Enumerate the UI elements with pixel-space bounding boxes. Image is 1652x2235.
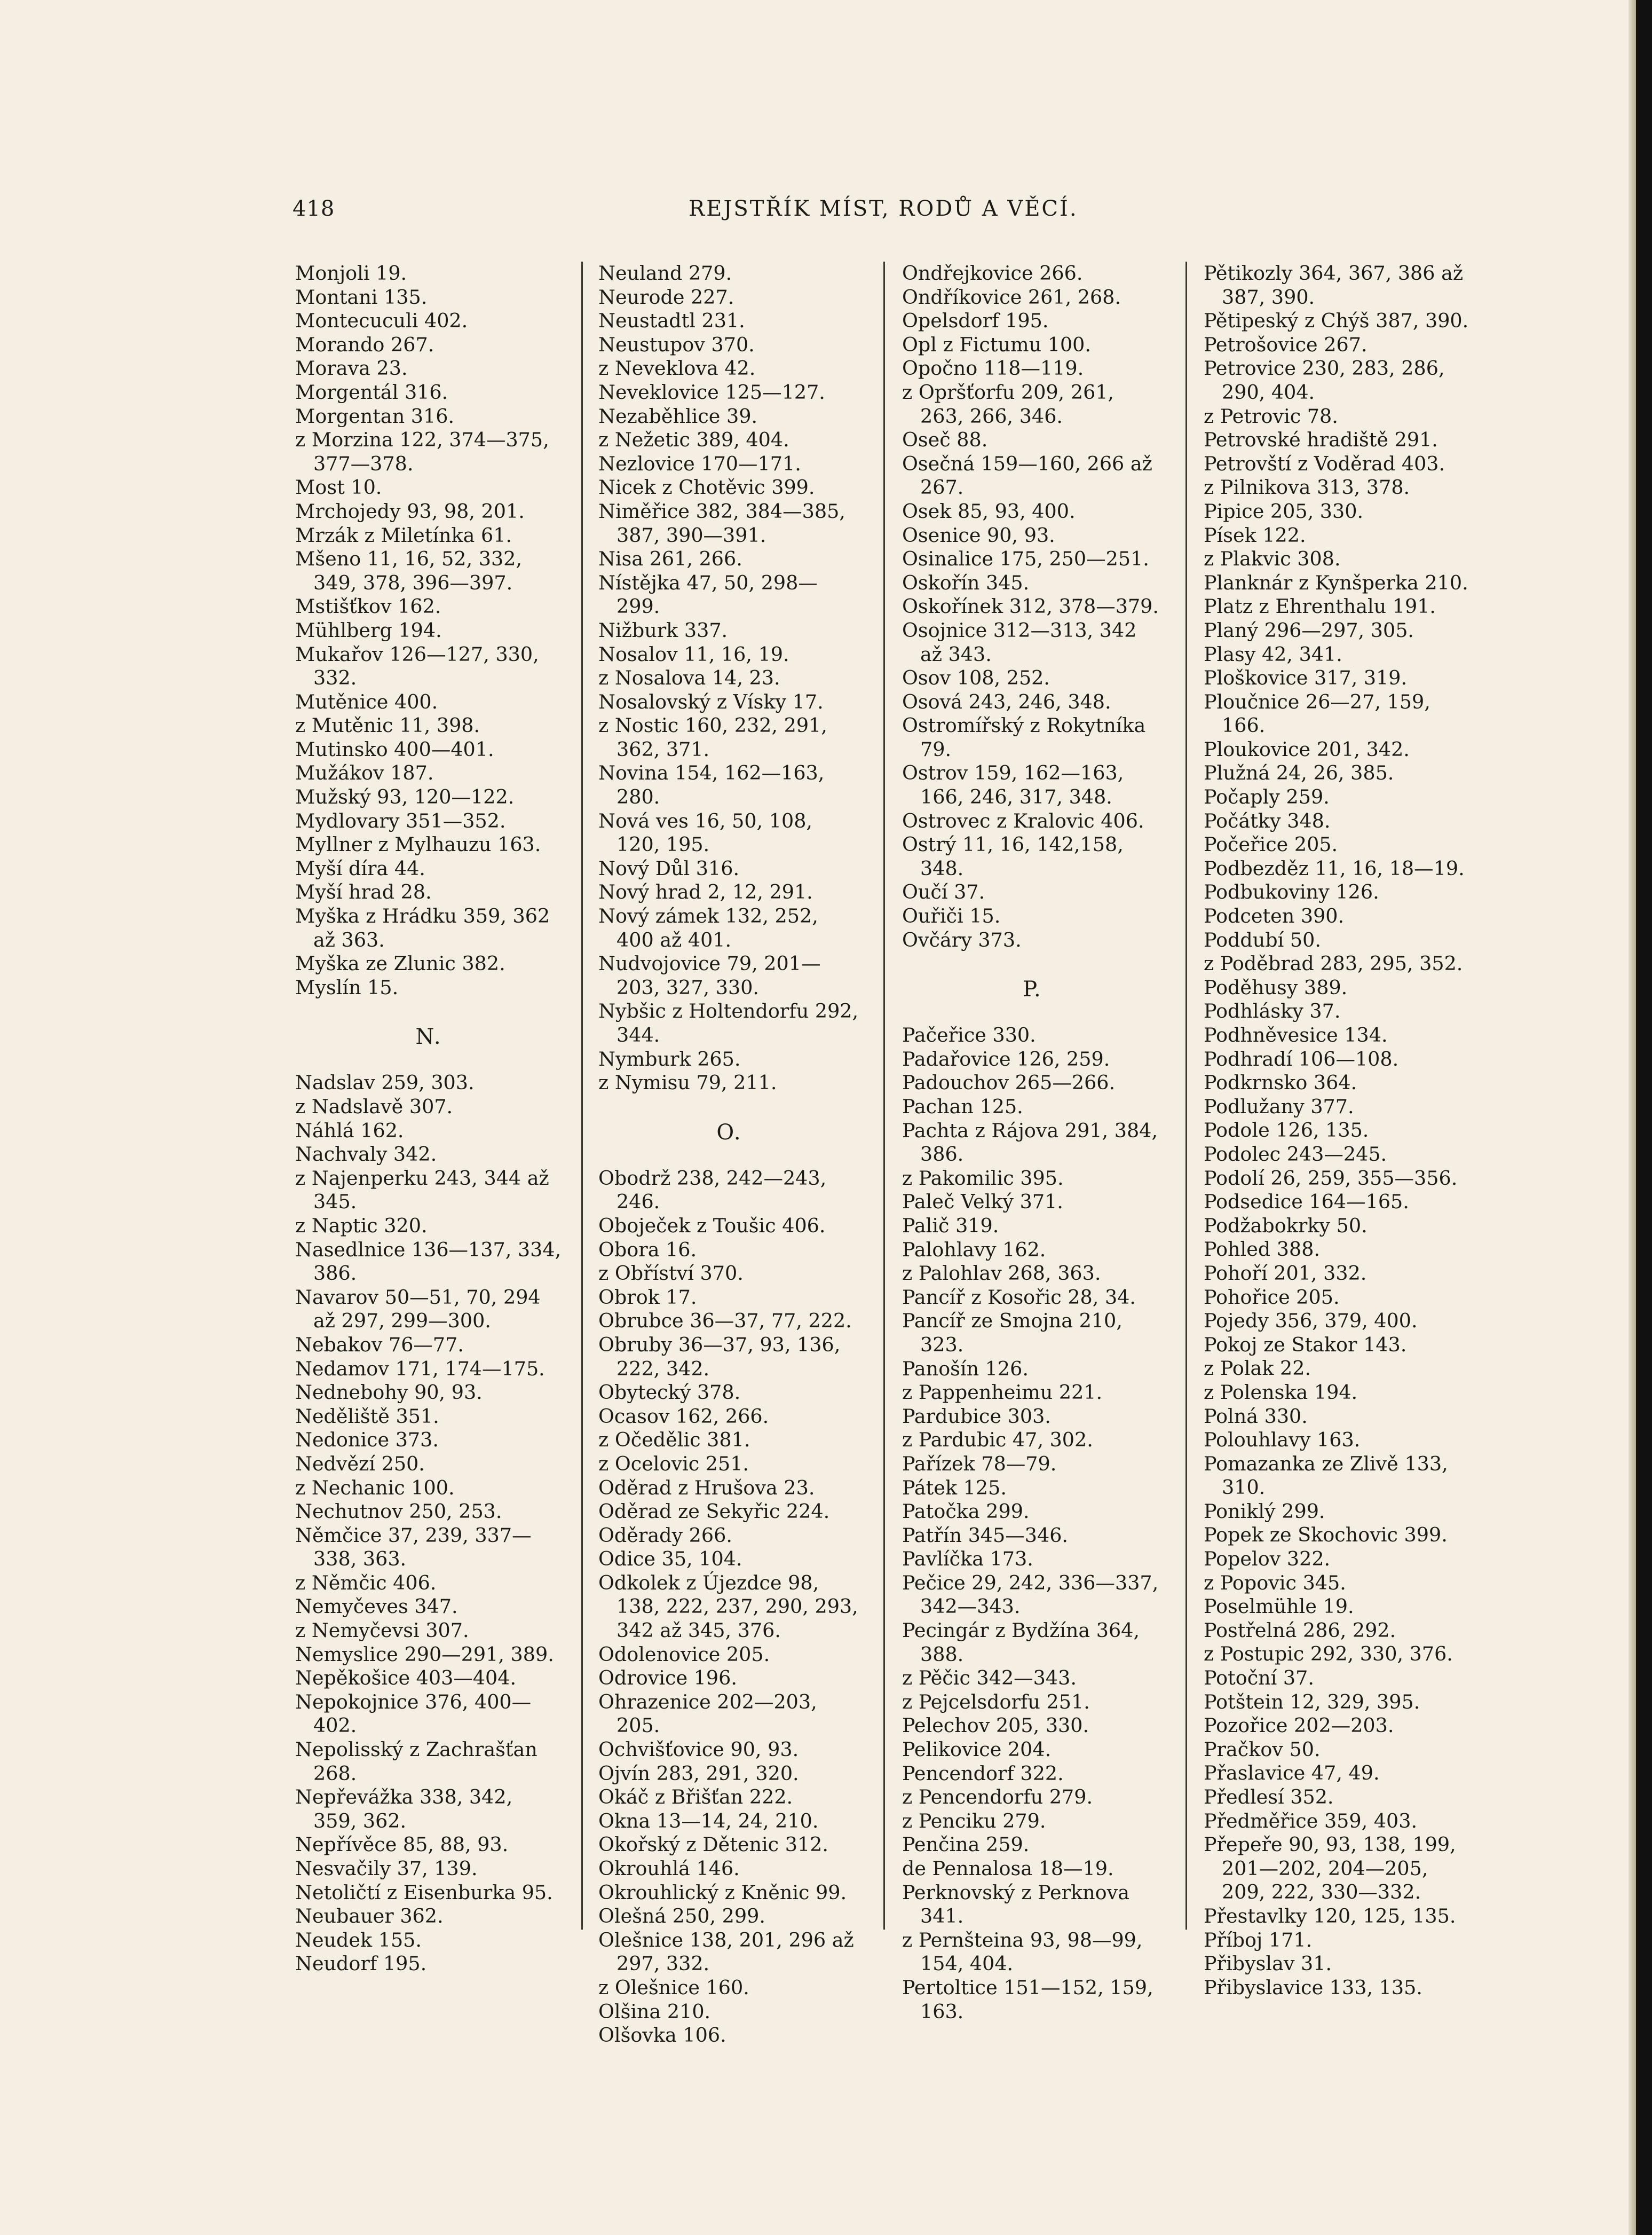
index-entry: Mužský 93, 120—122.: [295, 785, 515, 809]
index-entry: z Němčic 406.: [295, 1571, 437, 1594]
index-entry: Nedonice 373.: [295, 1428, 439, 1452]
index-entry: Palič 319.: [902, 1214, 999, 1237]
index-entry: Podbezděz 11, 16, 18—19.: [1204, 856, 1465, 880]
index-entry: Přestavlky 120, 125, 135.: [1204, 1904, 1456, 1927]
index-entry: Nybšic z Holtendorfu 292, 344.: [598, 1000, 859, 1046]
index-entry: z Najenperku 243, 344 až 345.: [295, 1166, 549, 1214]
index-entry: Neveklovice 125—127.: [598, 380, 825, 404]
index-entry: Pokoj ze Stakor 143.: [1204, 1333, 1407, 1356]
index-entry: Obodrž 238, 242—243, 246.: [598, 1166, 827, 1214]
index-entry: z Nadslavě 307.: [295, 1095, 453, 1118]
index-entry: Osová 243, 246, 348.: [902, 690, 1111, 713]
index-entry: Němčice 37, 239, 337—338, 363.: [295, 1523, 532, 1571]
index-entry: Potštein 12, 329, 395.: [1204, 1690, 1420, 1713]
index-entry: Příboj 171.: [1204, 1928, 1313, 1951]
index-entry: z Plakvic 308.: [1204, 547, 1341, 571]
index-entry: z Pěčic 342—343.: [902, 1666, 1077, 1690]
index-entry: Planknár z Kynšperka 210.: [1204, 571, 1468, 594]
index-entry: z Mutěnic 11, 398.: [295, 714, 480, 737]
index-entry: Osek 85, 93, 400.: [902, 499, 1076, 523]
index-entry: Pohořice 205.: [1204, 1285, 1340, 1309]
index-entry: Petrovské hradiště 291.: [1204, 428, 1438, 452]
index-entry: Nadslav 259, 303.: [295, 1071, 475, 1095]
index-entry: Neuland 279.: [598, 262, 732, 285]
index-entry: Olešná 250, 299.: [598, 1905, 765, 1928]
index-entry: Nový zámek 132, 252, 400 až 401.: [598, 904, 818, 951]
index-entry: Padařovice 126, 259.: [902, 1047, 1110, 1071]
index-entry: Neudek 155.: [295, 1928, 422, 1951]
index-entry: Přibyslavice 133, 135.: [1204, 1976, 1422, 1999]
index-entry: Palohlavy 162.: [902, 1238, 1046, 1261]
index-entry: Patřín 345—346.: [902, 1523, 1069, 1547]
index-column-2: [598, 262, 860, 2048]
index-entry: Petrovští z Voděrad 403.: [1204, 452, 1445, 475]
index-entry: Nepřevážka 338, 342, 359, 362.: [295, 1785, 513, 1832]
index-entry: Nasedlnice 136—137, 334, 386.: [295, 1238, 562, 1285]
index-entry: z Nežetic 389, 404.: [598, 428, 789, 452]
index-entry: Oseč 88.: [902, 428, 988, 452]
index-entry: Oskořínek 312, 378—379.: [902, 595, 1159, 618]
index-entry: Podhradí 106—108.: [1204, 1047, 1399, 1071]
index-entry: Nachvaly 342.: [295, 1143, 437, 1166]
index-entry: Osojnice 312—313, 342 až 343.: [902, 618, 1137, 666]
index-entry: Předlesí 352.: [1204, 1785, 1334, 1808]
index-entry: Oděrady 266.: [598, 1523, 732, 1547]
index-entry: z Polak 22.: [1204, 1357, 1311, 1380]
index-entry: Neurode 227.: [598, 285, 734, 309]
index-entry: Počaply 259.: [1204, 785, 1330, 809]
index-entry: Osov 108, 252.: [902, 666, 1050, 690]
index-entry: Olšovka 106.: [598, 2024, 726, 2047]
index-entry: Podhlásky 37.: [1204, 1000, 1341, 1023]
column-rule: [1185, 262, 1187, 1930]
index-entry: Odrovice 196.: [598, 1666, 737, 1690]
index-entry: Předměřice 359, 403.: [1204, 1809, 1418, 1832]
index-entry: Nezaběhlice 39.: [598, 404, 758, 428]
index-entry: z Olešnice 160.: [598, 1976, 749, 1999]
index-entry: Oděrad ze Sekyřic 224.: [598, 1500, 830, 1523]
index-entry: Podceten 390.: [1204, 904, 1345, 928]
page-number: 418: [293, 196, 335, 221]
index-entry: Nepokojnice 376, 400—402.: [295, 1690, 532, 1737]
index-entry: Myší díra 44.: [295, 856, 425, 880]
index-entry: Patočka 299.: [902, 1500, 1030, 1523]
index-entry: Opelsdorf 195.: [902, 309, 1049, 333]
index-entry: Počátky 348.: [1204, 809, 1331, 832]
index-entry: Nemyčeves 347.: [295, 1595, 458, 1618]
index-entry: Podhněvesice 134.: [1204, 1024, 1388, 1046]
index-entry: Mühlberg 194.: [295, 618, 442, 642]
index-entry: Okrouhlický z Kněnic 99.: [598, 1880, 847, 1904]
index-entry: Nechutnov 250, 253.: [295, 1500, 502, 1523]
index-entry: z Postupic 292, 330, 376.: [1204, 1642, 1453, 1666]
index-entry: z Petrovic 78.: [1204, 404, 1338, 428]
index-entry: Nesvačily 37, 139.: [295, 1857, 478, 1880]
index-entry: Olšina 210.: [598, 2000, 711, 2023]
index-entry: Přepeře 90, 93, 138, 199, 201—202, 204—205, 209, 222, 330—332.: [1204, 1833, 1456, 1904]
index-entry: Ochvišťovice 90, 93.: [598, 1738, 799, 1761]
index-entry: Potoční 37.: [1204, 1666, 1314, 1690]
index-entry: Okrouhlá 146.: [598, 1857, 740, 1880]
index-entry: z Nostic 160, 232, 291, 362, 371.: [598, 714, 827, 761]
index-entry: Odkolek z Újezdce 98, 138, 222, 237, 290, 293, 342 až 345, 376.: [598, 1571, 858, 1642]
index-entry: Mrzák z Miletínka 61.: [295, 523, 512, 547]
index-entry: Morgentál 316.: [295, 380, 448, 404]
index-entry: Pertoltice 151—152, 159, 163.: [902, 1976, 1153, 2023]
index-entry: Neustupov 370.: [598, 333, 755, 356]
index-entry: Obruby 36—37, 93, 136, 222, 342.: [598, 1333, 841, 1380]
index-entry: Náhlá 162.: [295, 1119, 404, 1142]
index-entry: Pavlíčka 173.: [902, 1547, 1033, 1571]
column-rule: [581, 262, 583, 1930]
index-entry: Perknovský z Perknova 341.: [902, 1880, 1130, 1928]
index-entry: Přaslavice 47, 49.: [1204, 1761, 1380, 1785]
index-entry: z Očedělic 381.: [598, 1428, 750, 1452]
index-entry: Podbukoviny 126.: [1204, 880, 1379, 904]
index-entry: Odolenovice 205.: [598, 1642, 770, 1666]
index-entry: Obytecký 378.: [598, 1381, 741, 1404]
index-entry: Pozořice 202—203.: [1204, 1714, 1394, 1737]
index-entry: Ohrazenice 202—203, 205.: [598, 1690, 817, 1737]
index-entry: Postřelná 286, 292.: [1204, 1618, 1396, 1642]
running-head: REJSTŘÍK MÍST, RODŮ A VĚCÍ.: [689, 196, 1078, 221]
index-entry: z Pernšteina 93, 98—99, 154, 404.: [902, 1928, 1143, 1976]
index-entry: Myslín 15.: [295, 975, 399, 999]
index-entry: Opočno 118—119.: [902, 357, 1084, 380]
index-entry: Pipice 205, 330.: [1204, 499, 1364, 523]
index-entry: z Opršťorfu 209, 261, 263, 266, 346.: [902, 380, 1114, 428]
index-entry: Pětipeský z Chýš 387, 390.: [1204, 309, 1469, 333]
index-entry: z Pardubic 47, 302.: [902, 1428, 1093, 1452]
index-entry: Pojedy 356, 379, 400.: [1204, 1309, 1418, 1333]
index-entry: Pařízek 78—79.: [902, 1452, 1057, 1475]
index-entry: Ostrov 159, 162—163, 166, 246, 317, 348.: [902, 761, 1124, 809]
index-entry: Petrovice 230, 283, 286, 290, 404.: [1204, 357, 1445, 404]
index-entry: Ploškovice 317, 319.: [1204, 666, 1408, 690]
index-entry: Ostrovec z Kralovic 406.: [902, 809, 1144, 832]
index-entry: Počeřice 205.: [1204, 833, 1338, 856]
index-entry: Pardubice 303.: [902, 1404, 1051, 1428]
index-entry: z Obříství 370.: [598, 1262, 744, 1285]
index-entry: z Naptic 320.: [295, 1214, 428, 1237]
index-entry: Pohoří 201, 332.: [1204, 1261, 1367, 1285]
index-entry: Poniklý 299.: [1204, 1499, 1325, 1523]
index-column-4: [1204, 262, 1473, 2000]
index-entry: Písek 122.: [1204, 523, 1306, 547]
index-entry: Neubauer 362.: [295, 1905, 444, 1928]
index-entry: Navarov 50—51, 70, 294 až 297, 299—300.: [295, 1285, 541, 1333]
index-entry: Paleč Velký 371.: [902, 1190, 1063, 1214]
index-entry: Okořský z Dětenic 312.: [598, 1833, 828, 1856]
index-entry: Nosalovský z Vísky 17.: [598, 690, 824, 713]
index-entry: Oděrad z Hrušova 23.: [598, 1476, 815, 1499]
index-entry: Ostromířský z Rokytníka 79.: [902, 714, 1146, 761]
index-entry: Polouhlavy 163.: [1204, 1428, 1361, 1452]
index-entry: z Penciku 279.: [902, 1809, 1046, 1832]
index-entry: Montecuculi 402.: [295, 309, 468, 333]
index-entry: Pelechov 205, 330.: [902, 1714, 1089, 1737]
index-entry: Pecingár z Bydžína 364, 388.: [902, 1619, 1140, 1666]
index-entry: Most 10.: [295, 476, 382, 499]
index-entry: Nepřívěce 85, 88, 93.: [295, 1833, 509, 1856]
index-entry: Pačeřice 330.: [902, 1024, 1036, 1047]
index-entry: Pohled 388.: [1204, 1238, 1321, 1261]
index-entry: z Nemyčevsi 307.: [295, 1619, 469, 1642]
index-entry: Morgentan 316.: [295, 404, 455, 428]
index-entry: Petrošovice 267.: [1204, 333, 1368, 356]
index-entry: Nosalov 11, 16, 19.: [598, 642, 789, 666]
index-entry: z Pejcelsdorfu 251.: [902, 1690, 1090, 1713]
index-entry: z Nechanic 100.: [295, 1476, 455, 1499]
index-entry: Poděhusy 389.: [1204, 975, 1348, 999]
index-entry: Niměřice 382, 384—385, 387, 390—391.: [598, 499, 845, 547]
index-entry: Olešnice 138, 201, 296 až 297, 332.: [598, 1928, 854, 1976]
index-entry: Poselmühle 19.: [1204, 1595, 1354, 1618]
index-entry: z Pakomilic 395.: [902, 1166, 1064, 1190]
index-entry: Podkrnsko 364.: [1204, 1071, 1357, 1095]
index-entry: Nednebohy 90, 93.: [295, 1381, 483, 1404]
index-entry: Pancíř z Kosořic 28, 34.: [902, 1285, 1136, 1309]
index-entry: Pencendorf 322.: [902, 1761, 1064, 1785]
index-entry: Nový Důl 316.: [598, 856, 740, 880]
index-entry: Ojvín 283, 291, 320.: [598, 1761, 799, 1785]
index-entry: Pomazanka ze Zlivě 133, 310.: [1204, 1452, 1448, 1499]
index-entry: z Palohlav 268, 363.: [902, 1262, 1101, 1285]
index-entry: Mutinsko 400—401.: [295, 737, 494, 761]
index-entry: Myška ze Zlunic 382.: [295, 952, 505, 975]
index-entry: Planý 296—297, 305.: [1204, 618, 1414, 642]
index-entry: Nepolisský z Zachrašťan 268.: [295, 1738, 538, 1785]
index-entry: z Nymisu 79, 211.: [598, 1071, 777, 1095]
index-entry: Neudorf 195.: [295, 1952, 427, 1976]
section-letter-heading: O.: [716, 1120, 742, 1145]
index-entry: Přibyslav 31.: [1204, 1952, 1332, 1976]
index-entry: Ploukovice 201, 342.: [1204, 737, 1410, 761]
index-entry: Pátek 125.: [902, 1476, 1007, 1499]
index-entry: Nudvojovice 79, 201—203, 327, 330.: [598, 952, 821, 999]
index-entry: Pětikozly 364, 367, 386 až 387, 390.: [1204, 262, 1464, 309]
index-entry: Nepěkošice 403—404.: [295, 1666, 517, 1690]
index-entry: z Nosalova 14, 23.: [598, 666, 780, 690]
index-entry: Opl z Fictumu 100.: [902, 333, 1092, 356]
index-entry: Nemyslice 290—291, 389.: [295, 1642, 554, 1666]
index-entry: z Pappenheimu 221.: [902, 1381, 1103, 1404]
page-edge-shadow: [1629, 0, 1636, 2235]
index-entry: Ondřejkovice 266.: [902, 262, 1083, 285]
index-entry: Oskořín 345.: [902, 571, 1030, 594]
index-entry: Ploučnice 26—27, 159, 166.: [1204, 690, 1430, 737]
index-entry: Podole 126, 135.: [1204, 1119, 1369, 1142]
index-entry: Pračkov 50.: [1204, 1737, 1321, 1761]
column-rule: [883, 262, 885, 1930]
index-entry: z Pencendorfu 279.: [902, 1785, 1093, 1809]
index-entry: Oučí 37.: [902, 880, 985, 904]
index-entry: Mydlovary 351—352.: [295, 809, 506, 832]
index-entry: Pelikovice 204.: [902, 1738, 1052, 1761]
index-entry: Nižburk 337.: [598, 618, 728, 642]
index-entry: Popek ze Skochovic 399.: [1204, 1523, 1448, 1547]
index-entry: Morava 23.: [295, 357, 408, 380]
index-entry: Montani 135.: [295, 285, 428, 309]
index-entry: Pachta z Rájova 291, 384, 386.: [902, 1119, 1158, 1166]
index-entry: Ondříkovice 261, 268.: [902, 285, 1121, 309]
index-entry: Nezlovice 170—171.: [598, 452, 801, 475]
index-entry: Nymburk 265.: [598, 1047, 741, 1071]
index-entry: Okna 13—14, 24, 210.: [598, 1809, 819, 1832]
page-edge: [1636, 0, 1652, 2235]
index-entry: z Neveklova 42.: [598, 357, 756, 380]
index-entry: z Poděbrad 283, 295, 352.: [1204, 952, 1463, 975]
index-entry: Osenice 90, 93.: [902, 523, 1055, 547]
index-entry: Plužná 24, 26, 385.: [1204, 761, 1394, 785]
index-entry: Podolí 26, 259, 355—356.: [1204, 1166, 1458, 1190]
index-entry: Plasy 42, 341.: [1204, 642, 1342, 666]
index-entry: Osečná 159—160, 266 až 267.: [902, 452, 1152, 499]
index-entry: Panošín 126.: [902, 1357, 1029, 1380]
index-entry: Myší hrad 28.: [295, 880, 432, 904]
index-column-3: [902, 262, 1163, 2024]
index-entry: Podlužany 377.: [1204, 1095, 1354, 1118]
index-entry: Poddubí 50.: [1204, 928, 1321, 951]
index-entry: Padouchov 265—266.: [902, 1071, 1116, 1095]
index-entry: Mutěnice 400.: [295, 690, 438, 713]
index-entry: Osinalice 175, 250—251.: [902, 547, 1149, 571]
index-entry: Neděliště 351.: [295, 1404, 439, 1428]
index-entry: Mrchojedy 93, 98, 201.: [295, 499, 525, 523]
index-entry: z Ocelovic 251.: [598, 1452, 749, 1475]
index-entry: z Popovic 345.: [1204, 1571, 1346, 1594]
index-entry: z Pilnikova 313, 378.: [1204, 476, 1410, 499]
index-entry: de Pennalosa 18—19.: [902, 1857, 1114, 1880]
index-entry: Nístějka 47, 50, 298—299.: [598, 571, 818, 618]
index-entry: Okáč z Břišťan 222.: [598, 1785, 793, 1809]
index-entry: z Polenska 194.: [1204, 1380, 1358, 1404]
section-letter-heading: P.: [1023, 977, 1042, 1002]
index-entry: Nedamov 171, 174—175.: [295, 1357, 545, 1380]
index-entry: Platz z Ehrenthalu 191.: [1204, 595, 1436, 618]
index-entry: Ouřiči 15.: [902, 904, 1001, 928]
index-entry: Obora 16.: [598, 1238, 697, 1261]
index-entry: Pečice 29, 242, 336—337, 342—343.: [902, 1571, 1159, 1618]
index-entry: Novina 154, 162—163, 280.: [598, 761, 825, 809]
index-entry: Obrubce 36—37, 77, 222.: [598, 1309, 852, 1333]
index-column-1: [295, 262, 562, 1976]
index-entry: Penčina 259.: [902, 1833, 1030, 1856]
index-entry: Nový hrad 2, 12, 291.: [598, 880, 813, 904]
index-entry: Morando 267.: [295, 333, 434, 356]
index-entry: Pachan 125.: [902, 1095, 1023, 1118]
index-entry: z Morzina 122, 374—375, 377—378.: [295, 428, 549, 475]
index-entry: Mukařov 126—127, 330, 332.: [295, 642, 539, 690]
index-entry: Ostrý 11, 16, 142,158, 348.: [902, 833, 1124, 880]
index-entry: Nicek z Chotěvic 399.: [598, 476, 815, 499]
index-entry: Nová ves 16, 50, 108, 120, 195.: [598, 809, 813, 856]
index-entry: Odice 35, 104.: [598, 1547, 742, 1571]
index-entry: Netoličtí z Eisenburka 95.: [295, 1880, 553, 1904]
index-entry: Ocasov 162, 266.: [598, 1404, 769, 1428]
index-entry: Neustadtl 231.: [598, 309, 745, 333]
index-entry: Polná 330.: [1204, 1404, 1308, 1428]
index-entry: Myška z Hrádku 359, 362 až 363.: [295, 904, 550, 951]
index-entry: Podžabokrky 50.: [1204, 1214, 1368, 1237]
index-entry: Monjoli 19.: [295, 262, 407, 285]
index-entry: Pancíř ze Smojna 210, 323.: [902, 1309, 1123, 1356]
index-entry: Nisa 261, 266.: [598, 547, 742, 571]
index-entry: Mšeno 11, 16, 52, 332, 349, 378, 396—397.: [295, 547, 523, 594]
index-entry: Oboječek z Toušic 406.: [598, 1214, 826, 1237]
index-entry: Nedvězí 250.: [295, 1452, 425, 1475]
index-entry: Mstišťkov 162.: [295, 595, 441, 618]
index-entry: Myllner z Mylhauzu 163.: [295, 833, 541, 856]
index-entry: Podolec 243—245.: [1204, 1142, 1387, 1166]
index-entry: Ovčáry 373.: [902, 928, 1022, 951]
index-entry: Podsedice 164—165.: [1204, 1190, 1409, 1214]
index-entry: Obrok 17.: [598, 1285, 697, 1309]
index-entry: Popelov 322.: [1204, 1547, 1331, 1571]
index-entry: Nebakov 76—77.: [295, 1333, 464, 1356]
section-letter-heading: N.: [415, 1025, 442, 1050]
index-entry: Mužákov 187.: [295, 761, 434, 785]
